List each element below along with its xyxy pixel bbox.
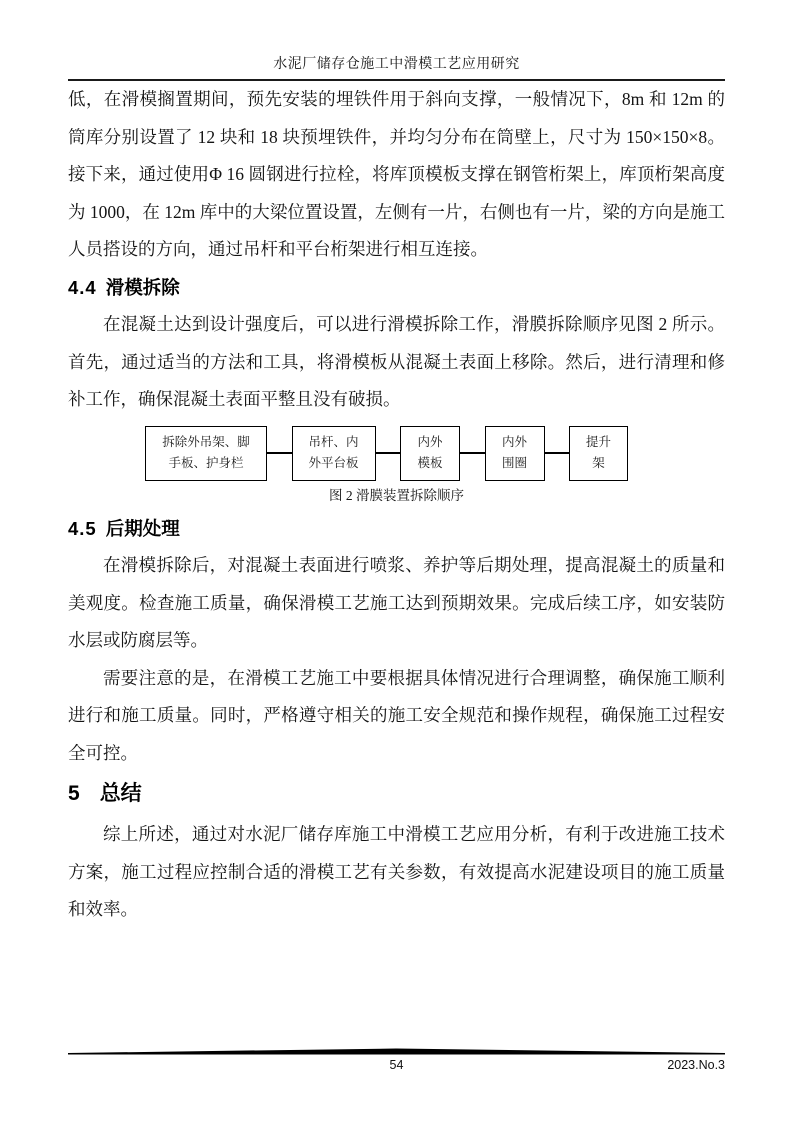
flow-connector-3 bbox=[460, 452, 485, 455]
flow-box-2-line1: 吊杆、内 bbox=[308, 435, 359, 449]
paragraph-notes: 需要注意的是，在滑模工艺施工中要根据具体情况进行合理调整，确保施工顺利进行和施工质量。同时，严格遵守相关的施工安全规范和操作规程，确保施工过程安全可控。 bbox=[68, 667, 725, 763]
flow-connector-4 bbox=[545, 452, 570, 455]
section-title: 总结 bbox=[99, 782, 142, 805]
flow-box-5 bbox=[569, 426, 628, 481]
section-heading-5 bbox=[68, 772, 725, 816]
section-title: 滑模拆除 bbox=[105, 276, 180, 298]
flow-connector-2 bbox=[376, 452, 401, 455]
section-number: 4.5 bbox=[68, 517, 97, 539]
section-title: 后期处理 bbox=[105, 517, 180, 539]
flow-box-4-line2: 围圈 bbox=[501, 456, 527, 470]
page-content bbox=[68, 0, 725, 929]
paragraph-continuation: 低，在滑模搁置期间，预先安装的埋铁件用于斜向支撑，一般情况下，8m 和 12m 的筒库分别设置了 12 块和 18 块预埋铁件，并均匀分布在筒壁上，尺寸为 150×150×8。接下来，通过使用Φ 16 圆钢进行拉栓，将库顶模板支撑在钢管桁架上，库顶桁架高度为 1000，在 12m 库中的大梁位置设置，左侧有一片，右侧也有一片，梁的方向是施工人员搭设的方向，通过吊杆和平台桁架进行相互连接。 bbox=[68, 89, 725, 259]
flow-box-1 bbox=[145, 426, 267, 481]
flowchart-demolition-sequence bbox=[145, 426, 628, 481]
flow-box-2-line2: 外平台板 bbox=[308, 456, 359, 470]
flow-box-2 bbox=[292, 426, 376, 481]
flow-connector-1 bbox=[267, 452, 292, 455]
flow-box-5-line1: 提升 bbox=[585, 435, 611, 449]
paragraph-post-treatment: 在滑模拆除后，对混凝土表面进行喷浆、养护等后期处理，提高混凝土的质量和美观度。检查施工质量，确保滑模工艺施工达到预期效果。完成后续工序，如安装防水层或防腐层等。 bbox=[68, 555, 725, 650]
figure-2-caption: 图 2 滑膜装置拆除顺序 bbox=[329, 487, 464, 503]
running-header-title: 水泥厂储存仓施工中滑模工艺应用研究 bbox=[273, 57, 520, 72]
flow-box-3-line2: 模板 bbox=[417, 456, 443, 470]
section-heading-4-4 bbox=[68, 269, 725, 307]
paragraph-summary: 综上所述，通过对水泥厂储存库施工中滑模工艺应用分析，有利于改进施工技术方案，施工过程应控制合适的滑模工艺有关参数，有效提高水泥建设项目的施工质量和效率。 bbox=[68, 824, 725, 919]
flow-box-3 bbox=[400, 426, 460, 481]
flow-box-1-line2: 手板、护身栏 bbox=[168, 456, 244, 470]
paragraph-demolition: 在混凝土达到设计强度后，可以进行滑模拆除工作，滑膜拆除顺序见图 2 所示。首先，通过适当的方法和工具，将滑模板从混凝土表面上移除。然后，进行清理和修补工作，确保混凝土表面平整且没有破损。 bbox=[68, 314, 725, 409]
section-heading-4-5 bbox=[68, 510, 725, 548]
section-number: 5 bbox=[68, 782, 80, 805]
flow-box-4-line1: 内外 bbox=[501, 435, 527, 449]
page-number: 54 bbox=[389, 1058, 404, 1072]
footer-rule bbox=[68, 1048, 725, 1055]
flow-box-3-line1: 内外 bbox=[417, 435, 443, 449]
footer-row bbox=[68, 1056, 725, 1074]
flow-box-5-line2: 架 bbox=[592, 456, 605, 470]
section-number: 4.4 bbox=[68, 276, 97, 298]
flow-box-4 bbox=[485, 426, 545, 481]
page-footer bbox=[68, 1048, 725, 1074]
running-header bbox=[68, 0, 725, 81]
flow-box-1-line1: 拆除外吊架、脚 bbox=[162, 435, 250, 449]
journal-issue: 2023.No.3 bbox=[667, 1058, 725, 1072]
figure-2 bbox=[68, 426, 725, 510]
